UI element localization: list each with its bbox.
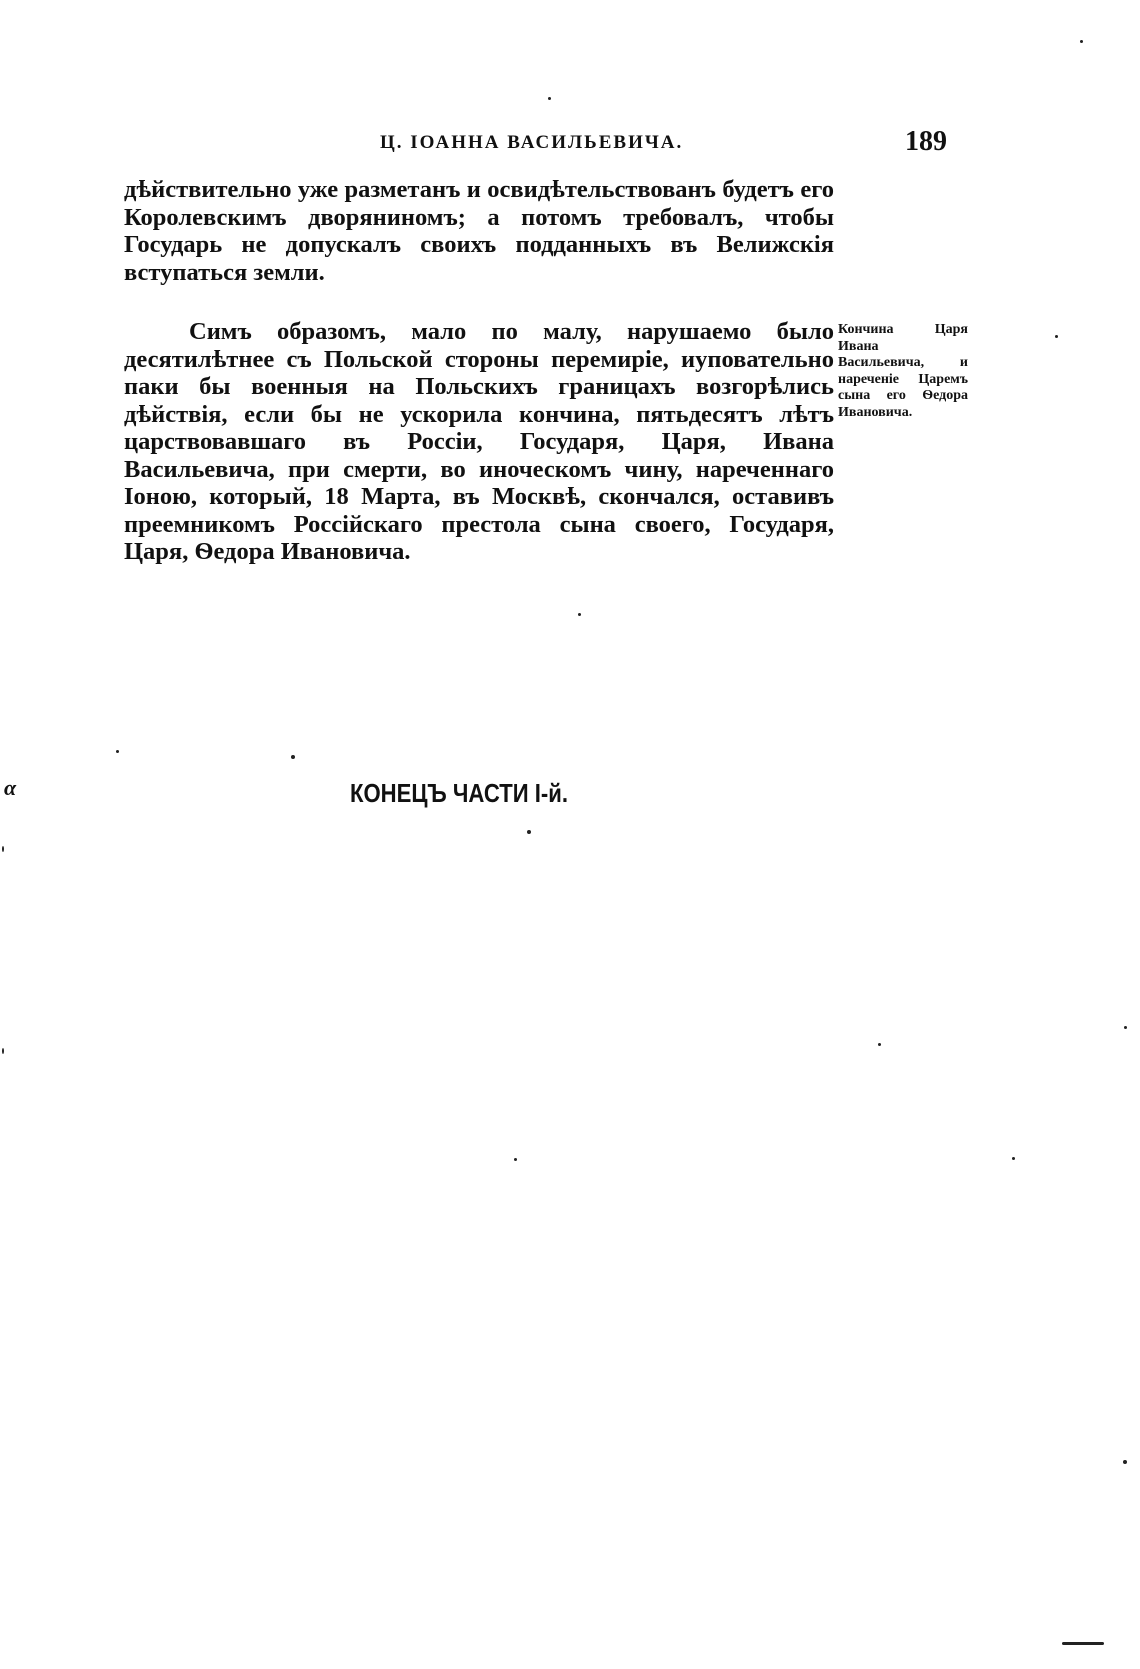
stray-ink-mark: α <box>4 775 17 800</box>
ink-speck <box>116 750 119 753</box>
ink-speck <box>1124 1026 1127 1029</box>
paragraph-continued: дѣйствительно уже разметанъ и освидѣтельствованъ будетъ его Королевскимъ дворяниномъ; а потомъ требовалъ, чтобы Государь не допускалъ своихъ подданныхъ въ Велижскія вступаться земли. <box>124 176 834 286</box>
paragraph-death-of-tsar: Симъ образомъ, мало по малу, нарушаемо было десятилѣтнее съ Польской стороны перемиріе, иуповательно паки бы военныя на Польскихъ границахъ возгорѣлись дѣйствія, если бы не ускорила кончина, пятьдесятъ лѣтъ царствовавшаго въ Россіи, Государя, Царя, Ивана Васильевича, при смерти, во иноческомъ чину, нареченнаго Іоною, который, 18 Марта, въ Москвѣ, скончался, оставивъ преемникомъ Россійскаго престола сына своего, Государя, Царя, Ѳедора Ивановича. <box>124 318 834 565</box>
ink-speck <box>514 1158 517 1161</box>
ink-speck <box>2 846 4 852</box>
ink-speck <box>1123 1460 1127 1464</box>
ink-speck <box>548 97 551 100</box>
ink-speck <box>1012 1157 1015 1160</box>
ink-speck <box>291 755 295 759</box>
running-title: Ц. ІОАННА ВАСИЛЬЕВИЧА. <box>380 132 684 153</box>
ink-speck <box>878 1043 881 1046</box>
ink-speck <box>1055 335 1058 338</box>
ink-speck <box>527 830 531 834</box>
end-of-part-note: КОНЕЦЪ ЧАСТИ І-й. <box>350 778 568 808</box>
margin-note: Кончина Царя Ивана Васильевича, и нареченіе Царемъ сына его Ѳедора Ивановича. <box>838 322 968 420</box>
page-number: 189 <box>905 126 947 157</box>
ink-dash <box>1062 1642 1104 1645</box>
ink-speck <box>578 613 581 616</box>
ink-speck <box>1080 40 1083 43</box>
ink-speck <box>2 1048 4 1054</box>
